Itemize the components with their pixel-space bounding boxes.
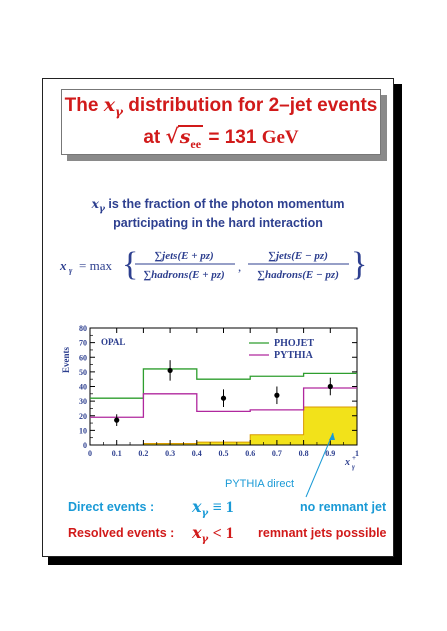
x-tick-label: 0.1: [111, 449, 122, 458]
left-brace: {: [122, 246, 139, 283]
resolved-cond-sub: γ: [201, 534, 209, 546]
title-line2-value: = 131: [208, 127, 257, 148]
sqrt-s-sub: ee: [190, 136, 202, 151]
legend-label-phojet: PHOJET: [274, 338, 315, 349]
title-prefix: The: [64, 95, 99, 116]
definition-var-sub: γ: [98, 204, 105, 215]
y-tick-label: 60: [79, 353, 87, 363]
y-tick-label: 10: [79, 426, 87, 436]
x-tick-label: 0.3: [165, 449, 176, 458]
resolved-condition: [192, 523, 234, 545]
formula-eq: = max: [79, 258, 112, 273]
frac2-numerator: ∑jets(E − pz): [268, 250, 328, 262]
experiment-label: OPAL: [101, 337, 126, 347]
legend-label-pythia: PYTHIA: [274, 350, 313, 361]
definition-var: x: [91, 196, 99, 211]
sqrt-s: s: [179, 126, 191, 148]
right-brace: }: [351, 246, 368, 283]
formula-lhs: x: [60, 258, 67, 273]
definition-text-1: is the fraction of the photon momentum: [108, 197, 345, 211]
arrow-line: [306, 433, 336, 497]
x-tick-label: 0.2: [138, 449, 149, 458]
y-tick-label: 50: [79, 367, 87, 377]
formula-lhs-sub: γ: [69, 266, 73, 275]
y-tick-label: 70: [79, 338, 87, 348]
direct-cond-var: x: [192, 497, 202, 516]
x-axis-label-sub: γ: [352, 463, 355, 471]
frac1-denominator: ∑hadrons(E + pz): [143, 269, 225, 281]
title-suffix: distribution for 2–jet events: [128, 95, 378, 116]
x-tick-label: 0.9: [325, 449, 336, 458]
sqrt-sign: √: [165, 124, 179, 148]
y-tick-label: 0: [83, 441, 87, 450]
title-line2-prefix: at: [143, 127, 161, 148]
x-axis-label: x: [345, 457, 350, 468]
pythia-direct-annotation: PYTHIA direct: [225, 478, 295, 490]
resolved-events-label: Resolved events :: [68, 526, 175, 540]
y-axis-label: Events: [61, 346, 71, 374]
frac2-denominator: ∑hadrons(E − pz): [257, 269, 339, 281]
resolved-cond-rel: < 1: [212, 525, 234, 542]
x-tick-label: 0.8: [298, 449, 309, 458]
y-tick-label: 20: [79, 411, 87, 421]
direct-cond-rel: ≡ 1: [212, 499, 234, 516]
direct-events-label: Direct events :: [68, 500, 155, 514]
resolved-cond-var: x: [192, 523, 202, 542]
x-tick-label: 0: [88, 449, 92, 458]
x-tick-label: 0.5: [218, 449, 229, 458]
x-axis-label-sup: +: [352, 454, 356, 462]
frac1-numerator: ∑jets(E + pz): [154, 250, 214, 262]
resolved-note: remnant jets possible: [258, 526, 387, 540]
title-var-sub: γ: [115, 104, 123, 119]
x-tick-label: 0.6: [245, 449, 256, 458]
y-tick-label: 80: [79, 324, 87, 333]
x-tick-label: 0.4: [191, 449, 202, 458]
title-var: x: [103, 94, 116, 116]
formula-comma: ,: [238, 259, 242, 274]
definition-line-2: participating in the hard interaction: [113, 216, 323, 230]
arrow-head: [329, 433, 335, 440]
x-tick-label: 0.7: [271, 449, 282, 458]
y-tick-label: 30: [79, 397, 87, 407]
x-tick-label: 1: [355, 449, 359, 458]
title-line2-unit: GeV: [261, 127, 299, 148]
y-tick-label: 40: [79, 382, 87, 392]
direct-note: no remnant jet: [300, 500, 387, 514]
direct-cond-sub: γ: [201, 508, 209, 520]
direct-condition: [192, 497, 234, 519]
